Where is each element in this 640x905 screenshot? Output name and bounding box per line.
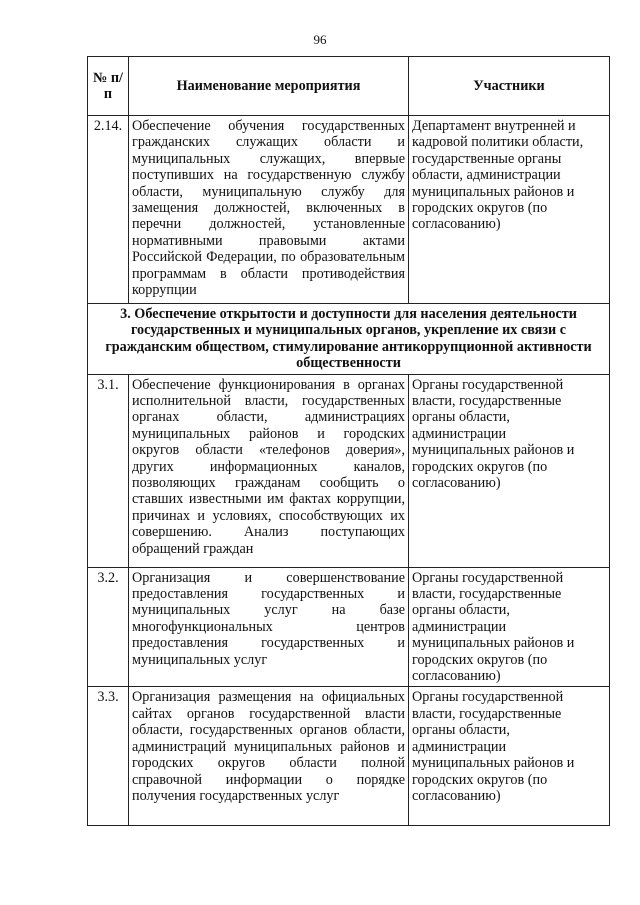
row-measure-name: Организация и совершенствование предоставления государственных и муниципальных услуг на базе многофункциональных центров предоставления государственных и муниципальных услуг — [129, 567, 409, 687]
row-participants: Органы государственной власти, государственные органы области, администрации муниципальных районов и городских округов (по согласованию) — [409, 567, 610, 687]
section-row — [88, 304, 610, 375]
table-row — [88, 116, 610, 304]
row-participants: Департамент внутренней и кадровой политики области, государственные органы области, администрации муниципальных районов и городских округов (по согласованию) — [409, 116, 610, 304]
header-measure-name: Наименование мероприятия — [129, 57, 409, 116]
table-row — [88, 374, 610, 567]
header-number: № п/п — [88, 57, 129, 116]
row-participants: Органы государственной власти, государственные органы области, администрации муниципальных районов и городских округов (по согласованию) — [409, 687, 610, 826]
row-participants: Органы государственной власти, государственные органы области, администрации муниципальных районов и городских округов (по согласованию) — [409, 374, 610, 567]
row-number: 2.14. — [88, 116, 129, 304]
row-number: 3.1. — [88, 374, 129, 567]
table-row — [88, 567, 610, 687]
table-row — [88, 687, 610, 826]
row-measure-name: Организация размещения на официальных сайтах органов государственной власти области, государственных органов области, администраций муниципальных районов и городских округов области полной справочной информации о порядке получения государственных услуг — [129, 687, 409, 826]
page-number: 96 — [313, 32, 327, 47]
header-participants: Участники — [409, 57, 610, 116]
row-number: 3.3. — [88, 687, 129, 826]
section-title: 3. Обеспечение открытости и доступности для населения деятельности государственных и муниципальных органов, укрепление их связи с гражданским обществом, стимулирование антикоррупционной активности общественности — [88, 304, 610, 375]
row-measure-name: Обеспечение обучения государственных гражданских служащих области и муниципальных служащих, впервые поступивших на государственную службу области, муниципальную службу для замещения должностей, включенных в перечни должностей, установленные нормативными правовыми актами Российской Федерации, по образовательным программам в области противодействия коррупции — [129, 116, 409, 304]
row-number: 3.2. — [88, 567, 129, 687]
row-measure-name: Обеспечение функционирования в органах исполнительной власти, государственных органах области, администрациях муниципальных районов и городских округов области «телефонов доверия», других информационных каналов, позволяющих гражданам сообщить о ставших известными им фактах коррупции, причинах и условиях, способствующих их совершению. Анализ поступающих обращений граждан — [129, 374, 409, 567]
measures-table — [87, 56, 610, 826]
table-header-row — [88, 57, 610, 116]
